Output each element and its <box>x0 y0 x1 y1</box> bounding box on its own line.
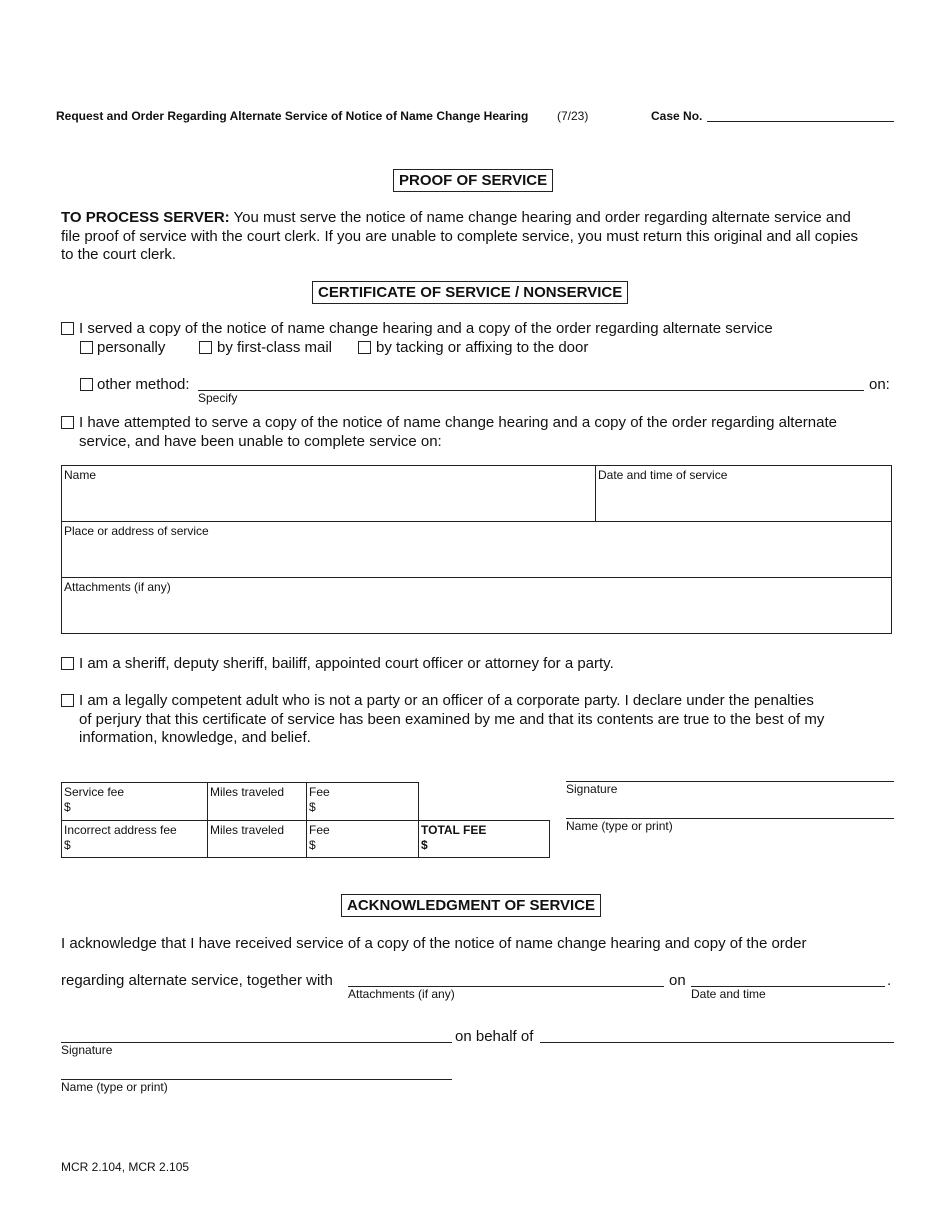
sheriff-checkbox[interactable] <box>61 657 74 670</box>
attempted-line-1: I have attempted to serve a copy of the notice of name change hearing and a copy of the order regarding alternate <box>79 414 837 431</box>
instructions-line-3: to the court clerk. <box>61 246 177 263</box>
miles-cell-2[interactable] <box>207 820 307 858</box>
fee-label-2: Fee <box>309 823 330 837</box>
ack-signature-field[interactable] <box>61 1042 452 1043</box>
form-revision: (7/23) <box>557 109 589 123</box>
incorrect-fee-label: Incorrect address fee <box>64 823 177 837</box>
served-text: I served a copy of the notice of name change hearing and a copy of the order regarding alternate service <box>79 320 773 337</box>
service-fee-cell[interactable] <box>61 782 208 821</box>
ack-line-2-prefix: regarding alternate service, together with <box>61 972 333 989</box>
first-class-mail-label: by first-class mail <box>217 339 333 356</box>
ack-datetime-label: Date and time <box>691 987 766 1001</box>
specify-label: Specify <box>198 391 238 405</box>
tacking-checkbox[interactable] <box>358 341 371 354</box>
competent-adult-checkbox[interactable] <box>61 694 74 707</box>
certificate-heading: CERTIFICATE OF SERVICE / NONSERVICE <box>312 281 628 304</box>
court-rules-footer: MCR 2.104, MCR 2.105 <box>61 1160 190 1174</box>
other-method-field[interactable] <box>198 390 864 391</box>
fee-cell-2[interactable] <box>306 820 419 858</box>
datetime-cell[interactable] <box>595 465 892 522</box>
competent-adult-text <box>79 692 899 748</box>
server-signature-label: Signature <box>566 782 618 796</box>
name-cell-label: Name <box>64 468 97 482</box>
competent-line-3: information, knowledge, and belief. <box>79 729 311 746</box>
miles-cell-1[interactable] <box>207 782 307 821</box>
ack-period: . <box>887 972 892 989</box>
ack-on-label: on <box>669 972 686 989</box>
process-server-instructions <box>61 209 901 265</box>
ack-line-1: I acknowledge that I have received service of a copy of the notice of name change hearing and copy of the order <box>61 935 807 952</box>
name-cell[interactable] <box>61 465 596 522</box>
sheriff-text: I am a sheriff, deputy sheriff, bailiff, appointed court officer or attorney for a party. <box>79 655 614 672</box>
personally-label: personally <box>97 339 166 356</box>
attempted-line-2: service, and have been unable to complete service on: <box>79 432 442 450</box>
service-fee-label: Service fee <box>64 785 125 799</box>
case-no-field[interactable] <box>707 121 894 122</box>
ack-attachments-label: Attachments (if any) <box>348 987 455 1001</box>
other-method-checkbox[interactable] <box>80 378 93 391</box>
attachments-cell[interactable] <box>61 577 892 634</box>
fee-currency-2: $ <box>309 838 316 852</box>
form-title: Request and Order Regarding Alternate Service of Notice of Name Change Hearing <box>56 109 529 123</box>
ack-name-label: Name (type or print) <box>61 1080 168 1094</box>
personally-checkbox[interactable] <box>80 341 93 354</box>
instructions-line-2: file proof of service with the court clerk. If you are unable to complete service, you must return this original and all copies <box>61 227 859 245</box>
instructions-lead: TO PROCESS SERVER: <box>61 209 230 226</box>
server-name-label: Name (type or print) <box>566 819 673 833</box>
ack-signature-label: Signature <box>61 1043 113 1057</box>
fee-currency-1: $ <box>309 800 316 814</box>
miles-label-1: Miles traveled <box>210 785 285 799</box>
attempted-checkbox[interactable] <box>61 416 74 429</box>
case-no-label: Case No. <box>651 109 703 123</box>
miles-label-2: Miles traveled <box>210 823 285 837</box>
total-fee-label: TOTAL FEE <box>421 823 487 837</box>
incorrect-fee-cell[interactable] <box>61 820 208 858</box>
proof-of-service-heading: PROOF OF SERVICE <box>393 169 553 192</box>
served-checkbox[interactable] <box>61 322 74 335</box>
on-behalf-field[interactable] <box>540 1042 894 1043</box>
first-class-mail-checkbox[interactable] <box>199 341 212 354</box>
attachments-cell-label: Attachments (if any) <box>64 580 171 594</box>
competent-line-1: I am a legally competent adult who is not a party or an officer of a corporate party. I declare under the penalties <box>79 692 814 709</box>
tacking-label: by tacking or affixing to the door <box>376 339 589 356</box>
served-on-label: on: <box>869 376 890 393</box>
on-behalf-label: on behalf of <box>455 1028 534 1045</box>
datetime-cell-label: Date and time of service <box>598 468 728 482</box>
attempted-text <box>79 414 899 451</box>
acknowledgment-heading: ACKNOWLEDGMENT OF SERVICE <box>341 894 601 917</box>
other-method-label: other method: <box>97 376 190 393</box>
total-fee-currency: $ <box>421 838 428 852</box>
incorrect-fee-currency: $ <box>64 838 71 852</box>
competent-line-2: of perjury that this certificate of service has been examined by me and that its contents are true to the best of my <box>79 710 825 728</box>
total-fee-cell[interactable] <box>418 820 550 858</box>
service-fee-currency: $ <box>64 800 71 814</box>
fee-cell-1[interactable] <box>306 782 419 821</box>
place-cell-label: Place or address of service <box>64 524 209 538</box>
fee-label-1: Fee <box>309 785 330 799</box>
place-cell[interactable] <box>61 521 892 578</box>
instructions-line-1: You must serve the notice of name change hearing and order regarding alternate service and <box>229 209 851 226</box>
